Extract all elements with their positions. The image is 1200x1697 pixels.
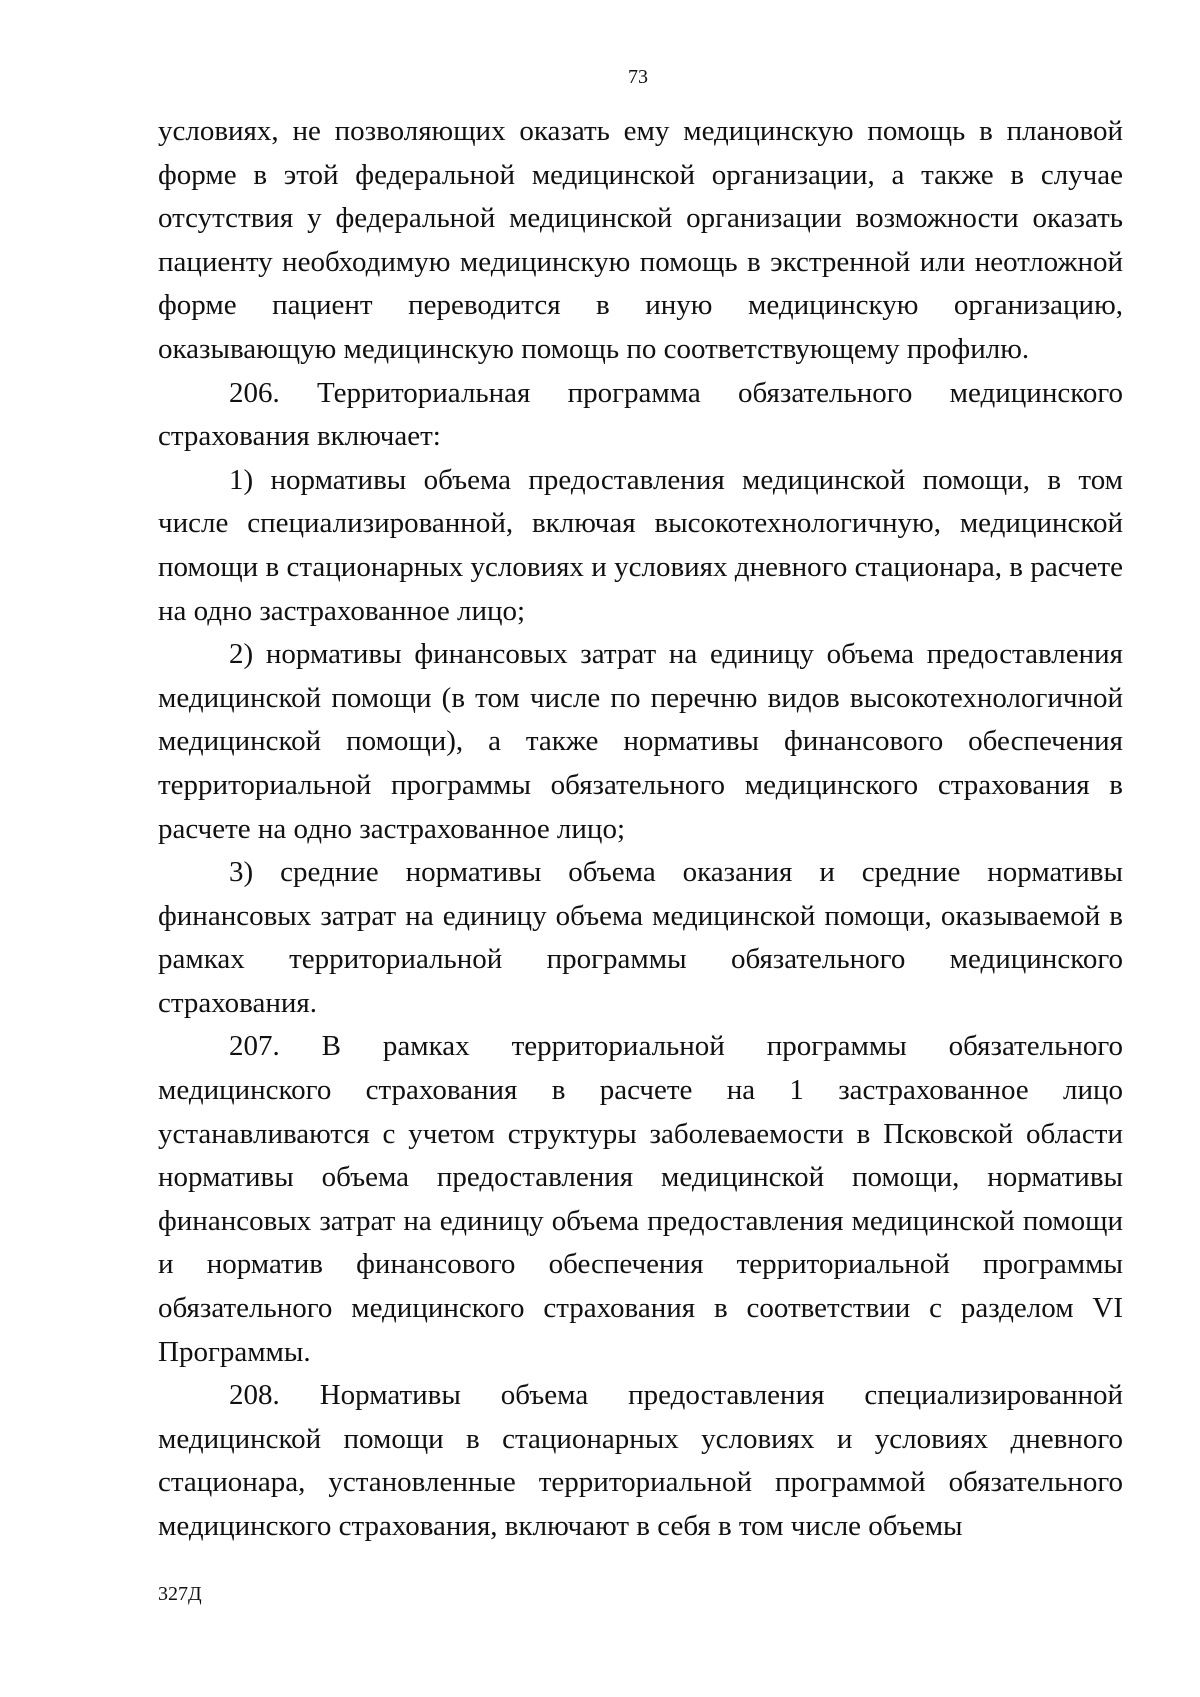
paragraph-208: 208. Нормативы объема предоставления специализированной медицинской помощи в стационарных условиях и условиях дневного стационара, установленные территориальной программой обязательного медицинского страхования, включают в себя в том числе объемы bbox=[158, 1379, 1123, 1542]
paragraph-206-item-2: 2) нормативы финансовых затрат на единицу объема предоставления медицинской помощи (в том числе по перечню видов высокотехнологичной медицинской помощи), а также нормативы финансового обеспечения территориальной программы обязательного медицинского страхования в расчете на одно застрахованное лицо; bbox=[158, 638, 1123, 845]
document-body bbox=[158, 110, 1123, 1549]
paragraph-207: 207. В рамках территориальной программы обязательного медицинского страхования в расчете на 1 застрахованное лицо устанавливаются с учетом структуры заболеваемости в Псковской области нормативы объема предоставления медицинской помощи, нормативы финансовых затрат на единицу объема предоставления медицинской помощи и норматив финансового обеспечения территориальной программы обязательного медицинского страхования в соответствии с разделом VI Программы. bbox=[158, 1030, 1123, 1368]
page-number: 73 bbox=[628, 66, 648, 88]
paragraph-continuation: условиях, не позволяющих оказать ему медицинскую помощь в плановой форме в этой федеральной медицинской организации, а также в случае отсутствия у федеральной медицинской организации возможности оказать пациенту необходимую медицинскую помощь в экстренной или неотложной форме пациент переводится в иную медицинскую организацию, оказывающую медицинскую помощь по соответствующему профилю. bbox=[158, 115, 1123, 365]
paragraph-206-item-3: 3) средние нормативы объема оказания и средние нормативы финансовых затрат на единицу объема медицинской помощи, оказываемой в рамках территориальной программы обязательного медицинского страхования. bbox=[158, 856, 1123, 1019]
paragraph-206-item-1: 1) нормативы объема предоставления медицинской помощи, в том числе специализированной, включая высокотехнологичную, медицинской помощи в стационарных условиях и условиях дневного стационара, в расчете на одно застрахованное лицо; bbox=[158, 463, 1123, 627]
document-code: 327Д bbox=[158, 1583, 202, 1605]
paragraph-206: 206. Территориальная программа обязательного медицинского страхования включает: bbox=[158, 376, 1123, 453]
